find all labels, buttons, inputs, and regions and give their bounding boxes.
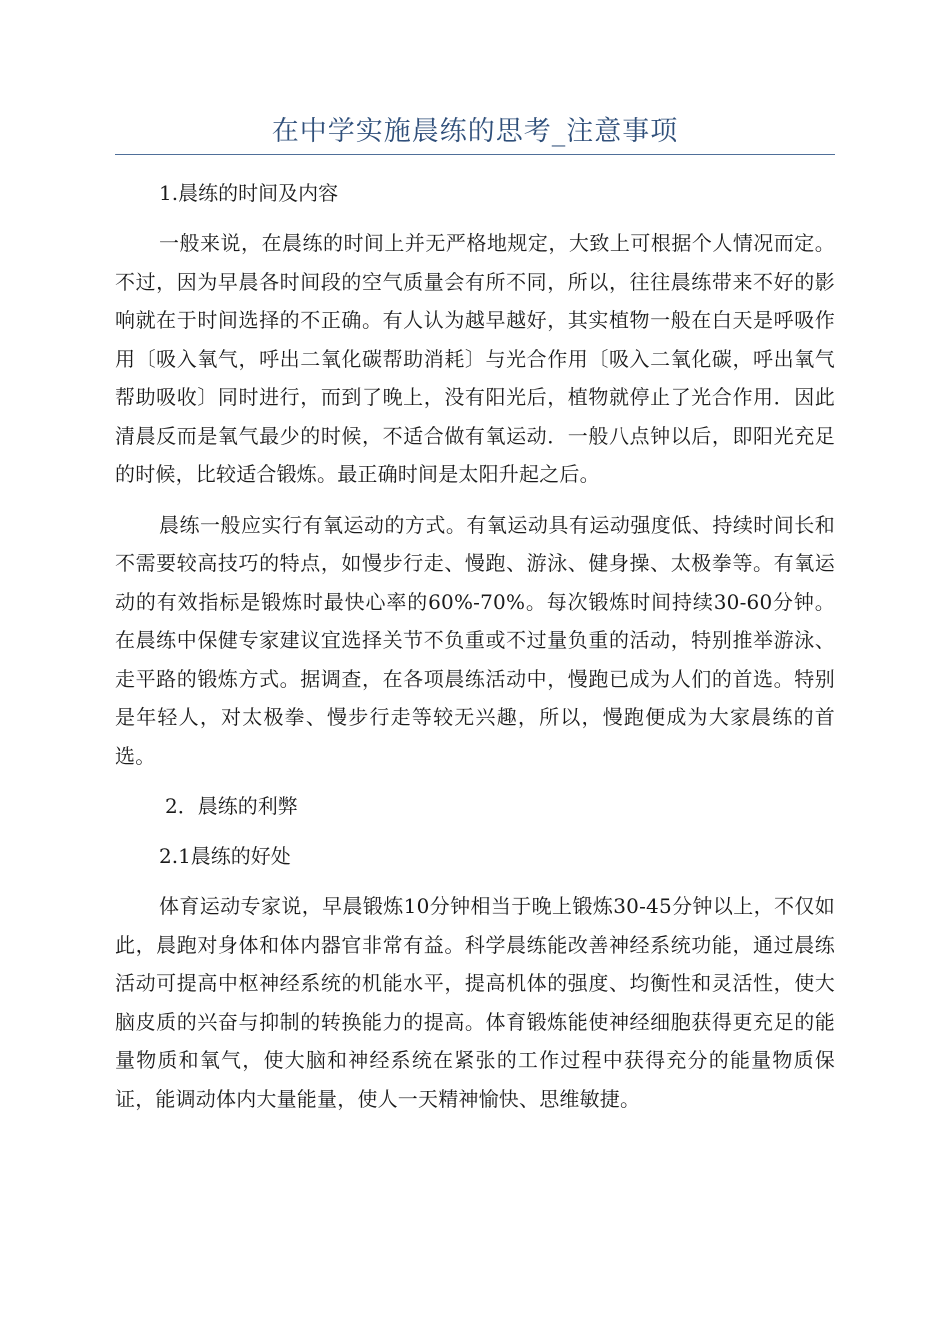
- section-heading-1: 1.晨练的时间及内容: [159, 181, 339, 205]
- section-heading-2: 2．晨练的利弊: [165, 794, 298, 818]
- document-title: 在中学实施晨练的思考_注意事项: [271, 116, 679, 147]
- paragraph-timing: 一般来说，在晨练的时间上并无严格地规定，大致上可根据个人情况而定。不过，因为早晨各时间段的空气质量会有所不同，所以，往往晨练带来不好的影响就在于时间选择的不正确。有人认为越早越好，其实植物一般在白天是呼吸作用〔吸入氧气，呼出二氧化碳帮助消耗〕与光合作用〔吸入二氧化碳，呼出氧气帮助吸收〕同时进行，而到了晚上，没有阳光后，植物就停止了光合作用．因此清晨反而是氧气最少的时候，不适合做有氧运动．一般八点钟以后，即阳光充足的时候，比较适合锻炼。最正确时间是太阳升起之后。: [115, 231, 835, 486]
- paragraph-aerobic: 晨练一般应实行有氧运动的方式。有氧运动具有运动强度低、持续时间长和不需要较高技巧的特点，如慢步行走、慢跑、游泳、健身操、太极拳等。有氧运动的有效指标是锻炼时最快心率的60%-70%。每次锻炼时间持续30-60分钟。在晨练中保健专家建议宜选择关节不负重或不过量负重的活动，特别推举游泳、走平路的锻炼方式。据调查，在各项晨练活动中，慢跑已成为人们的首选。特别是年轻人，对太极拳、慢步行走等较无兴趣，所以，慢跑便成为大家晨练的首选。: [115, 512, 835, 768]
- paragraph-benefits: 体育运动专家说，早晨锻炼10分钟相当于晚上锻炼30-45分钟以上，不仅如此，晨跑对身体和体内器官非常有益。科学晨练能改善神经系统功能，通过晨练活动可提高中枢神经系统的机能水平，提高机体的强度、均衡性和灵活性，使大脑皮质的兴奋与抑制的转换能力的提高。体育锻炼能使神经细胞获得更充足的能量物质和氧气，使大脑和神经系统在紧张的工作过程中获得充分的能量物质保证，能调动体内大量能量，使人一天精神愉快、思维敏捷。: [115, 894, 835, 1111]
- subsection-heading-2-1: 2.1晨练的好处: [159, 844, 291, 868]
- document-body: [115, 168, 835, 1118]
- title-underline: [115, 154, 835, 155]
